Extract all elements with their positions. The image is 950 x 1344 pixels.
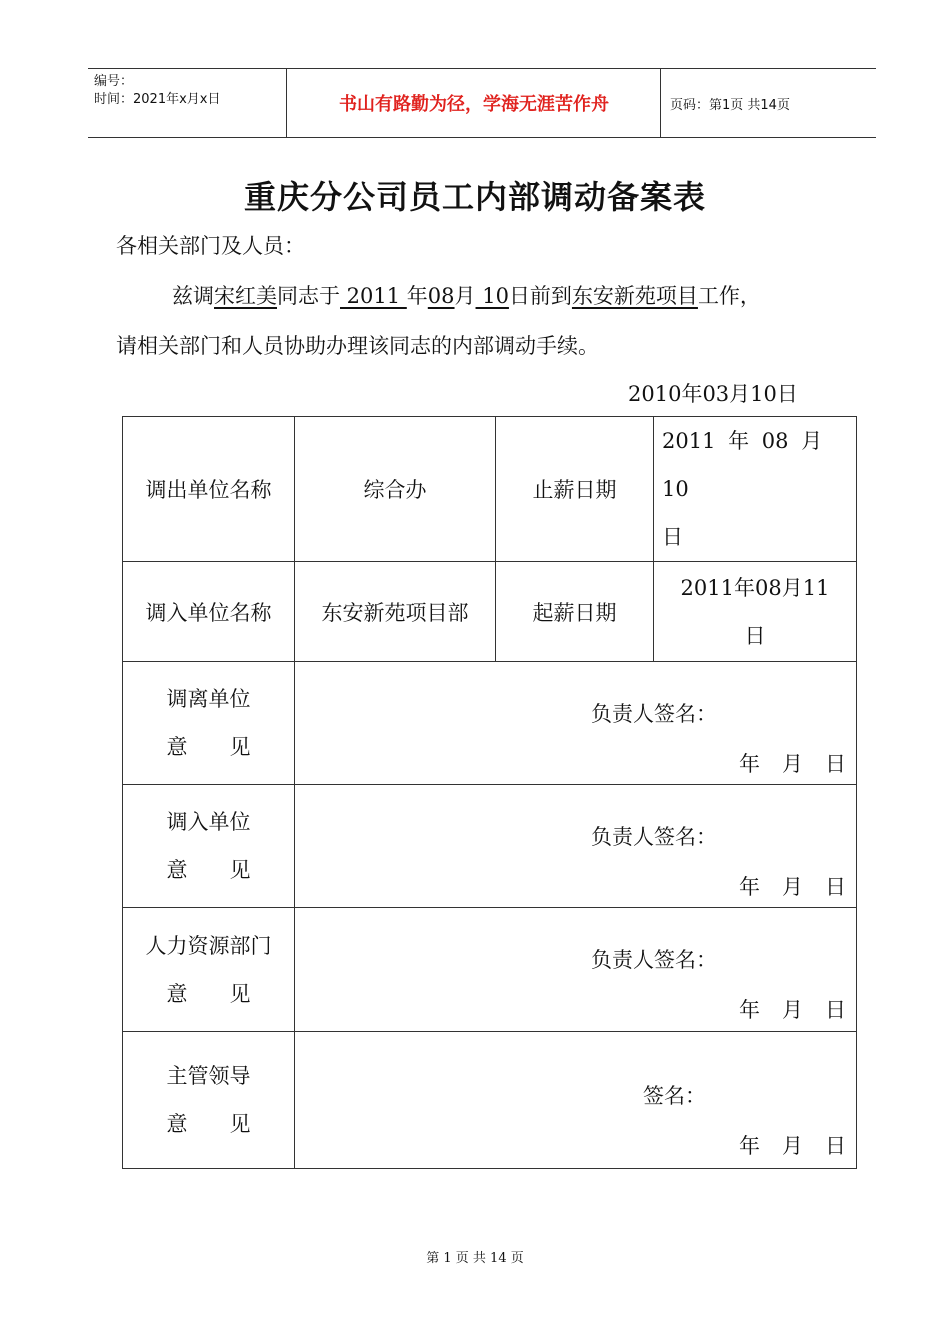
opinion-label-line: 人力资源部门	[145, 933, 272, 958]
transfer-day: 10	[475, 284, 509, 308]
body-text: 同志于	[277, 284, 340, 308]
issue-date: 2010年03月10日	[628, 382, 798, 406]
opinion-label-line: 调离单位	[166, 687, 251, 711]
in-unit-label: 调入单位名称	[123, 562, 295, 662]
date-day: 日	[825, 998, 846, 1022]
table-row	[123, 562, 857, 662]
out-unit-label: 调出单位名称	[123, 417, 295, 562]
start-pay-value	[654, 562, 857, 662]
body-line-1	[172, 280, 761, 310]
employee-name: 宋红美	[214, 284, 277, 308]
header-divider	[660, 69, 661, 137]
date-year: 年	[739, 752, 760, 776]
date-month: 月	[782, 998, 803, 1022]
out-unit-value: 综合办	[295, 417, 496, 562]
page-header	[88, 68, 876, 138]
greeting: 各相关部门及人员：	[116, 234, 305, 258]
transfer-year: 2011	[340, 284, 407, 308]
date-day: 日	[825, 875, 846, 899]
opinion-label-line: 意 见	[166, 735, 251, 759]
start-pay-line: 日	[744, 623, 766, 648]
body-text: 年	[406, 284, 428, 308]
table-row	[123, 1032, 857, 1169]
opinion-label	[123, 908, 295, 1032]
date-year: 年	[739, 1134, 760, 1158]
document-title: 重庆分公司员工内部调动备案表	[243, 178, 706, 216]
header-motto: 书山有路勤为径，学海无涯苦作舟	[339, 94, 609, 115]
signature-label: 负责人签名：	[591, 702, 717, 726]
body-line-2: 请相关部门和人员协助办理该同志的内部调动手续。	[116, 334, 599, 358]
signature-date	[717, 748, 846, 778]
stop-pay-line: 日	[662, 525, 683, 549]
start-pay-line: 2011年08月11	[680, 575, 830, 600]
date-day: 日	[825, 1134, 846, 1158]
date-month: 月	[782, 875, 803, 899]
signature-date	[717, 994, 846, 1024]
date-month: 月	[782, 1134, 803, 1158]
opinion-cell[interactable]	[295, 908, 857, 1032]
date-day: 日	[825, 752, 846, 776]
table-row	[123, 417, 857, 562]
transfer-form-table	[122, 416, 857, 1169]
table-row	[123, 662, 857, 785]
page-footer: 第 1 页 共 14 页	[426, 1251, 524, 1266]
header-meta	[94, 73, 220, 109]
destination-project: 东安新苑项目	[571, 284, 698, 308]
opinion-cell[interactable]	[295, 785, 857, 908]
body-text: 月	[454, 284, 476, 308]
signature-date	[717, 871, 846, 901]
header-page-info: 页码：第1页 共14页	[670, 97, 790, 113]
header-divider	[286, 69, 287, 137]
signature-date	[717, 1130, 846, 1160]
opinion-label-line: 意 见	[166, 858, 251, 882]
opinion-label-line: 主管领导	[166, 1064, 251, 1088]
opinion-cell[interactable]	[295, 1032, 857, 1169]
opinion-label-line: 调入单位	[166, 810, 251, 834]
opinion-label-line: 意 见	[166, 981, 251, 1006]
opinion-label-line: 意 见	[166, 1112, 251, 1136]
stop-pay-label: 止薪日期	[496, 417, 654, 562]
opinion-label	[123, 785, 295, 908]
opinion-cell[interactable]	[295, 662, 857, 785]
table-row	[123, 785, 857, 908]
signature-label: 负责人签名：	[591, 948, 717, 972]
body-text: 工作，	[697, 284, 761, 308]
opinion-label	[123, 662, 295, 785]
transfer-month: 08	[427, 284, 455, 308]
date-year: 年	[739, 998, 760, 1022]
date-year: 年	[739, 875, 760, 899]
start-pay-label: 起薪日期	[496, 562, 654, 662]
document-time-label: 时间：2021年x月x日	[94, 92, 221, 107]
signature-label: 签名：	[643, 1084, 706, 1108]
body-text: 日前到	[508, 284, 572, 308]
body-text: 兹调	[172, 284, 214, 308]
table-row	[123, 908, 857, 1032]
stop-pay-value	[654, 417, 857, 562]
in-unit-value: 东安新苑项目部	[295, 562, 496, 662]
date-month: 月	[782, 752, 803, 776]
opinion-label	[123, 1032, 295, 1169]
stop-pay-line: 2011 年 08 月 10	[662, 429, 823, 501]
document-number-label: 编号：	[94, 74, 134, 89]
signature-label: 负责人签名：	[591, 825, 717, 849]
